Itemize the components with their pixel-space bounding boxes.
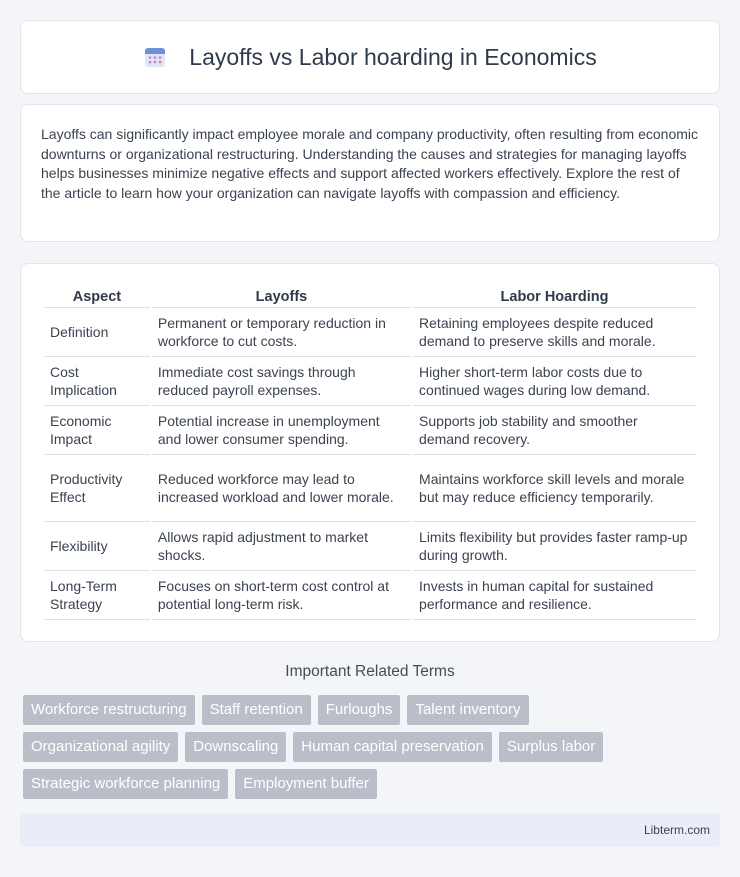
header-layoffs: Layoffs: [152, 284, 411, 308]
footer-site-link[interactable]: Libterm.com: [643, 823, 710, 837]
tag-human-capital-preservation[interactable]: Human capital preservation: [293, 732, 492, 762]
cell-layoffs: Focuses on short-term cost control at potential long-term risk.: [152, 571, 411, 620]
tag-workforce-restructuring[interactable]: Workforce restructuring: [23, 695, 195, 725]
comparison-table-card: [20, 263, 720, 642]
header-aspect: Aspect: [44, 284, 150, 308]
cell-layoffs: Allows rapid adjustment to market shocks.: [152, 522, 411, 571]
table-row: [44, 522, 696, 571]
table-row: [44, 357, 696, 406]
cell-layoffs: Reduced workforce may lead to increased workload and lower morale.: [152, 455, 411, 522]
table-row: [44, 308, 696, 357]
cell-labor-hoarding: Limits flexibility but provides faster ramp-up during growth.: [413, 522, 696, 571]
tag-furloughs[interactable]: Furloughs: [318, 695, 401, 725]
title-wrap: [143, 44, 596, 71]
cell-labor-hoarding: Maintains workforce skill levels and morale but may reduce efficiency temporarily.: [413, 455, 696, 522]
tag-surplus-labor[interactable]: Surplus labor: [499, 732, 603, 762]
cell-aspect: Long-Term Strategy: [44, 571, 150, 620]
tag-row: [23, 695, 723, 725]
comparison-table: [42, 284, 698, 620]
tag-employment-buffer[interactable]: Employment buffer: [235, 769, 377, 799]
cell-labor-hoarding: Higher short-term labor costs due to continued wages during low demand.: [413, 357, 696, 406]
cell-aspect: Cost Implication: [44, 357, 150, 406]
footer: [20, 813, 720, 847]
intro-card: [20, 104, 720, 242]
page-title: Layoffs vs Labor hoarding in Economics: [189, 43, 597, 70]
related-terms-title: Important Related Terms: [285, 663, 455, 680]
tag-staff-retention[interactable]: Staff retention: [202, 695, 311, 725]
related-terms-tags: [23, 695, 723, 806]
cell-layoffs: Permanent or temporary reduction in workforce to cut costs.: [152, 308, 411, 357]
cell-aspect: Flexibility: [44, 522, 150, 571]
tag-talent-inventory[interactable]: Talent inventory: [407, 695, 528, 725]
calendar-icon: [143, 45, 167, 69]
cell-aspect: Productivity Effect: [44, 455, 150, 522]
cell-aspect: Definition: [44, 308, 150, 357]
table-row: [44, 455, 696, 522]
table-row: [44, 406, 696, 455]
tag-row: [23, 769, 723, 799]
cell-labor-hoarding: Supports job stability and smoother demand recovery.: [413, 406, 696, 455]
table-header-row: [44, 284, 696, 308]
cell-layoffs: Immediate cost savings through reduced payroll expenses.: [152, 357, 411, 406]
tag-organizational-agility[interactable]: Organizational agility: [23, 732, 178, 762]
cell-labor-hoarding: Retaining employees despite reduced demand to preserve skills and morale.: [413, 308, 696, 357]
cell-layoffs: Potential increase in unemployment and lower consumer spending.: [152, 406, 411, 455]
tag-downscaling[interactable]: Downscaling: [185, 732, 286, 762]
table-row: [44, 571, 696, 620]
tag-row: [23, 732, 723, 762]
cell-aspect: Economic Impact: [44, 406, 150, 455]
header-card: [20, 20, 720, 94]
intro-text: Layoffs can significantly impact employee morale and company productivity, often resulting from economic downturns or organizational restructuring. Understanding the causes and strategies for managing layoffs helps businesses minimize negative effects and support affected workers effectively. Explore the rest of the article to learn how your organization can navigate layoffs with compassion and efficiency.: [41, 126, 699, 201]
cell-labor-hoarding: Invests in human capital for sustained performance and resilience.: [413, 571, 696, 620]
tag-strategic-workforce-planning[interactable]: Strategic workforce planning: [23, 769, 228, 799]
header-labor-hoarding: Labor Hoarding: [413, 284, 696, 308]
